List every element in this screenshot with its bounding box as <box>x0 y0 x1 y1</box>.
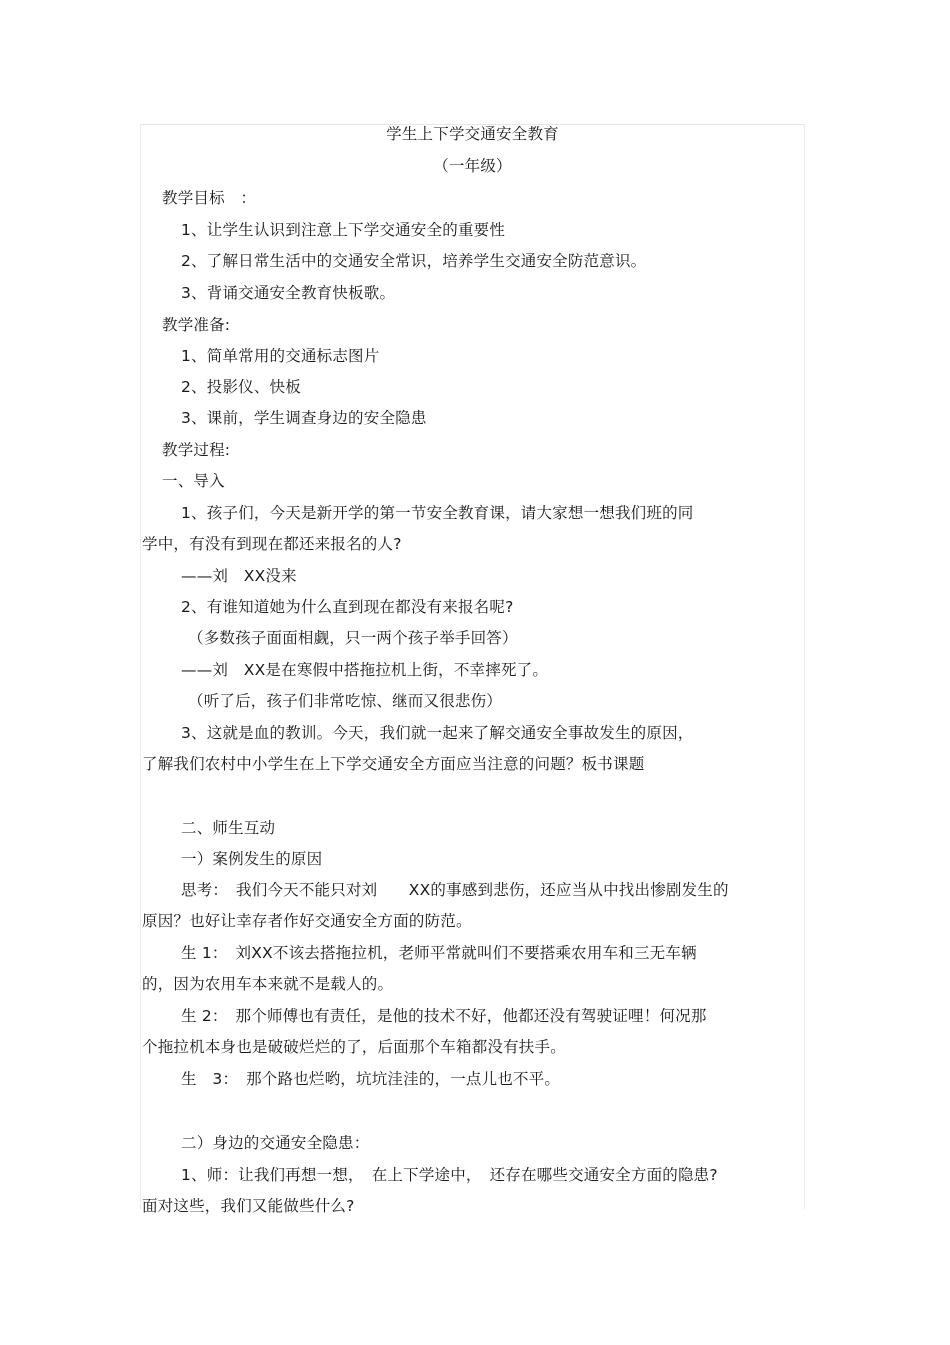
paragraph: 生 1： 刘XX不该去搭拖拉机，老师平常就叫们不要搭乘农用车和三无车辆 <box>181 944 697 962</box>
paragraph: 原因？也好让幸存者作好交通安全方面的防范。 <box>142 912 472 930</box>
paragraph: 了解我们农村中小学生在上下学交通安全方面应当注意的问题？板书课题 <box>142 755 645 773</box>
paragraph: 思考： 我们今天不能只对刘 XX的事感到悲伤，还应当从中找出惨剧发生的 <box>181 881 729 899</box>
paragraph: 1、简单常用的交通标志图片 <box>181 347 380 365</box>
paragraph: 1、师：让我们再想一想， 在上下学途中， 还存在哪些交通安全方面的隐患? <box>181 1166 718 1184</box>
paragraph: 2、有谁知道她为什么直到现在都没有来报名呢? <box>181 598 514 616</box>
paragraph: 生 3： 那个路也烂哟，坑坑洼洼的，一点儿也不平。 <box>181 1070 561 1088</box>
paragraph: （多数孩子面面相觑，只一两个孩子举手回答） <box>188 629 518 647</box>
subsection-heading: 一、导入 <box>162 472 225 490</box>
paragraph: 1、让学生认识到注意上下学交通安全的重要性 <box>181 221 506 239</box>
paragraph: 的，因为农用车本来就不是载人的。 <box>142 975 394 993</box>
section-heading-process: 教学过程: <box>162 441 231 459</box>
paragraph: 面对这些，我们又能做些什么? <box>142 1197 355 1215</box>
paragraph: 个拖拉机本身也是破破烂烂的了，后面那个车箱都没有扶手。 <box>142 1038 566 1056</box>
paragraph: 学中，有没有到现在都还来报名的人? <box>142 535 402 553</box>
paragraph: 2、了解日常生活中的交通安全常识，培养学生交通安全防范意识。 <box>181 252 647 270</box>
section-heading-objectives: 教学目标 ： <box>162 189 257 207</box>
paragraph: 1、孩子们，今天是新开学的第一节安全教育课，请大家想一想我们班的同 <box>181 504 694 522</box>
subsection-heading: 二、师生互动 <box>181 819 276 837</box>
paragraph: ——刘 XX是在寒假中搭拖拉机上街，不幸摔死了。 <box>181 661 549 679</box>
paragraph: （听了后，孩子们非常吃惊、继而又很悲伤） <box>188 692 503 710</box>
paragraph: 3、课前，学生调查身边的安全隐患 <box>181 409 427 427</box>
paragraph: 3、背诵交通安全教育快板歌。 <box>181 284 396 302</box>
subsection-heading: 二）身边的交通安全隐患： <box>181 1134 370 1152</box>
subsection-heading: 一）案例发生的原因 <box>181 850 323 868</box>
paragraph: ——刘 XX没来 <box>181 567 297 585</box>
paragraph: 2、投影仪、快板 <box>181 378 301 396</box>
doc-grade: （一年级） <box>433 157 512 175</box>
doc-title: 学生上下学交通安全教育 <box>386 125 559 143</box>
paragraph: 生 2： 那个师傅也有责任，是他的技术不好，他都还没有驾驶证哩！何况那 <box>181 1007 707 1025</box>
section-heading-preparation: 教学准备: <box>162 316 231 334</box>
paragraph: 3、这就是血的教训。今天，我们就一起来了解交通安全事故发生的原因， <box>181 724 694 742</box>
